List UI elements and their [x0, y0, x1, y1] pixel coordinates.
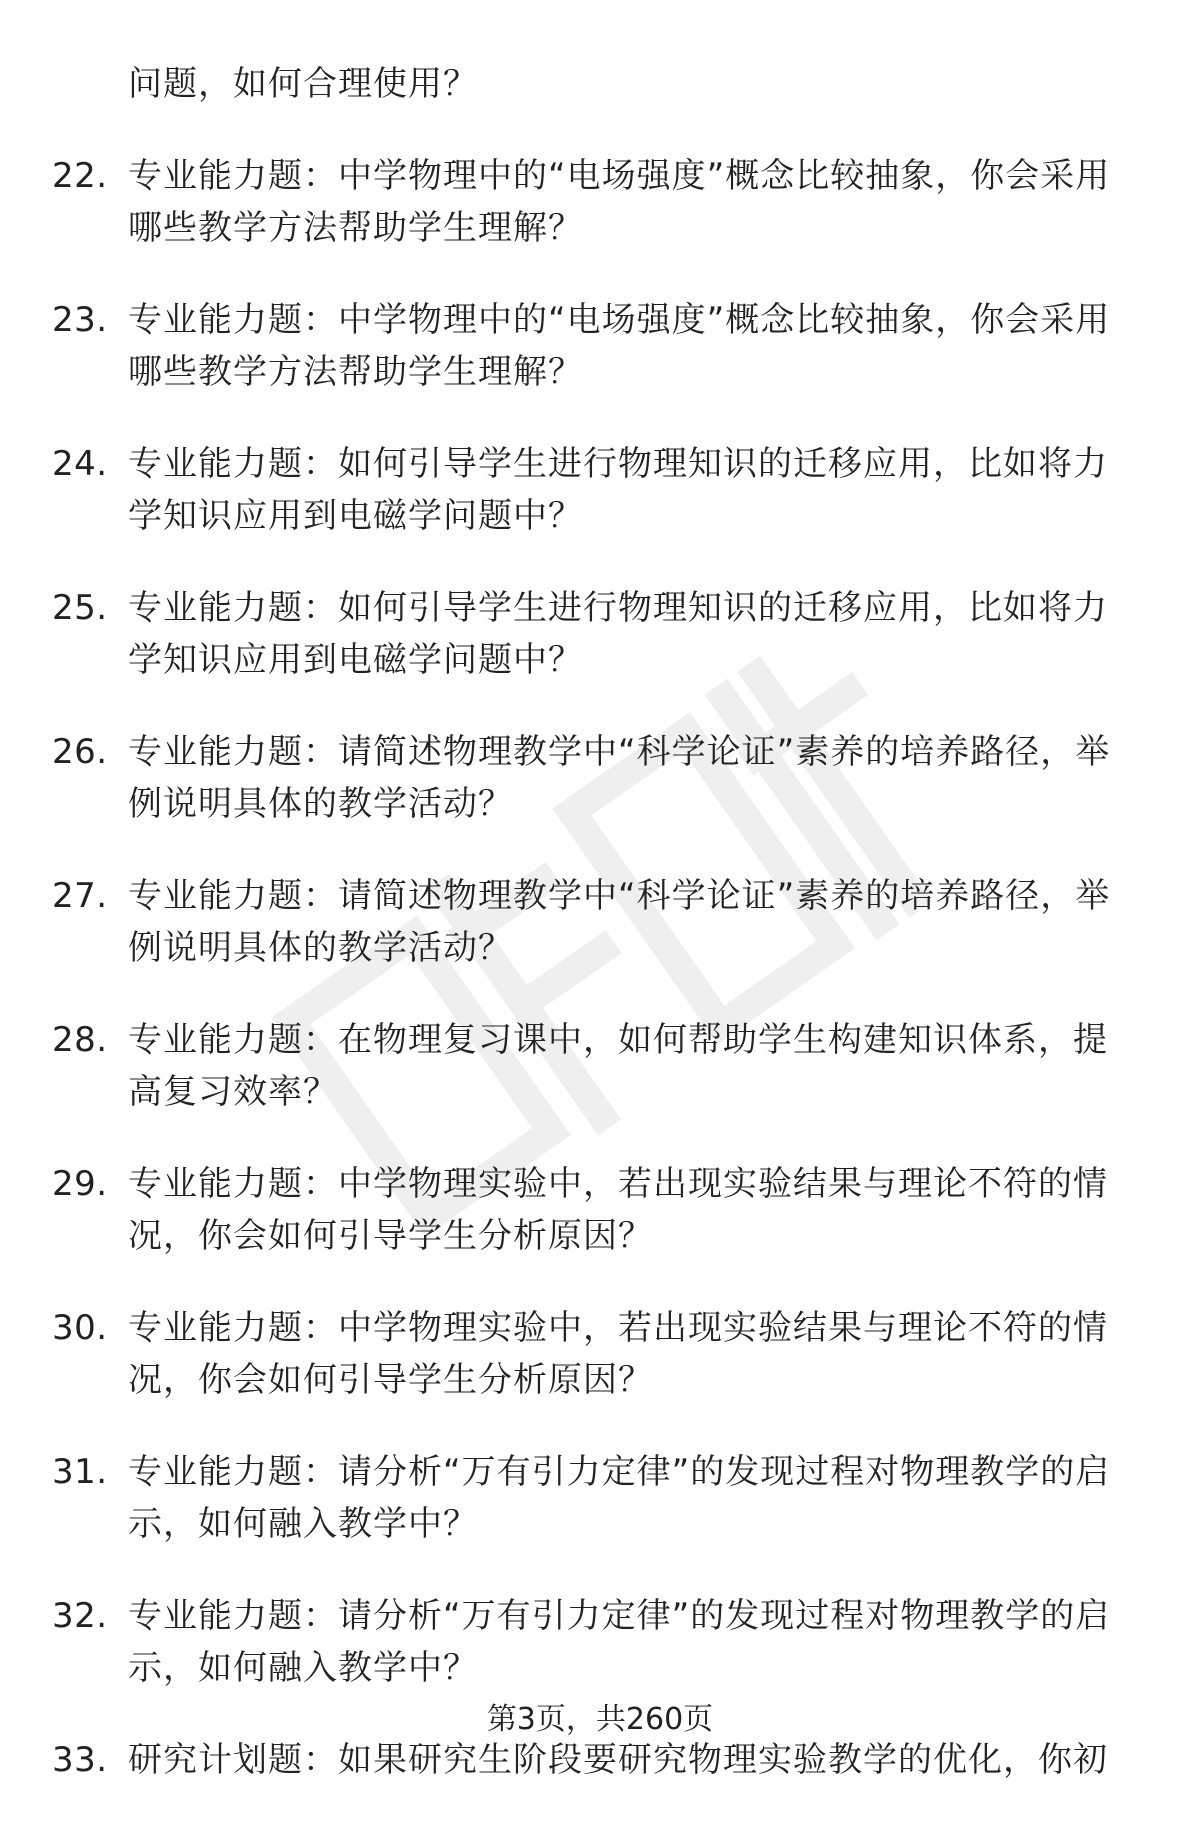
continuation-line — [52, 58, 1142, 110]
item-number: 24. — [52, 444, 108, 484]
list-item — [52, 1302, 1142, 1406]
item-text: 专业能力题：请简述物理教学中“科学论证”素养的培养路径，举例说明具体的教学活动？ — [128, 732, 1111, 824]
list-item — [52, 1590, 1142, 1694]
item-number: 29. — [52, 1164, 108, 1204]
item-text: 研究计划题：如果研究生阶段要研究物理实验教学的优化，你初 — [128, 1740, 1108, 1780]
continuation-text: 问题，如何合理使用？ — [128, 64, 478, 104]
item-text: 专业能力题：请分析“万有引力定律”的发现过程对物理教学的启示，如何融入教学中？ — [128, 1596, 1111, 1688]
item-text: 专业能力题：在物理复习课中，如何帮助学生构建知识体系，提高复习效率？ — [128, 1020, 1108, 1112]
list-item — [52, 1446, 1142, 1550]
item-number: 22. — [52, 156, 108, 196]
list-item — [52, 1734, 1142, 1786]
question-list — [52, 58, 1142, 1826]
list-item — [52, 726, 1142, 830]
list-item — [52, 438, 1142, 542]
item-number: 25. — [52, 588, 108, 628]
item-text: 专业能力题：如何引导学生进行物理知识的迁移应用，比如将力学知识应用到电磁学问题中？ — [128, 444, 1108, 536]
item-number: 28. — [52, 1020, 108, 1060]
list-item — [52, 1158, 1142, 1262]
item-text: 专业能力题：请分析“万有引力定律”的发现过程对物理教学的启示，如何融入教学中？ — [128, 1452, 1111, 1544]
list-item — [52, 582, 1142, 686]
page-number-footer: 第3页，共260页 — [486, 1702, 714, 1737]
item-number: 23. — [52, 300, 108, 340]
item-number: 33. — [52, 1740, 108, 1780]
item-text: 专业能力题：中学物理中的“电场强度”概念比较抽象，你会采用哪些教学方法帮助学生理解？ — [128, 156, 1111, 248]
list-item — [52, 294, 1142, 398]
item-text: 专业能力题：中学物理中的“电场强度”概念比较抽象，你会采用哪些教学方法帮助学生理解？ — [128, 300, 1111, 392]
list-item — [52, 150, 1142, 254]
list-item — [52, 1014, 1142, 1118]
item-text: 专业能力题：中学物理实验中，若出现实验结果与理论不符的情况，你会如何引导学生分析原因？ — [128, 1308, 1108, 1400]
item-text: 专业能力题：如何引导学生进行物理知识的迁移应用，比如将力学知识应用到电磁学问题中？ — [128, 588, 1108, 680]
item-number: 30. — [52, 1308, 108, 1348]
item-text: 专业能力题：请简述物理教学中“科学论证”素养的培养路径，举例说明具体的教学活动？ — [128, 876, 1111, 968]
item-number: 31. — [52, 1452, 108, 1492]
item-number: 26. — [52, 732, 108, 772]
item-text: 专业能力题：中学物理实验中，若出现实验结果与理论不符的情况，你会如何引导学生分析原因？ — [128, 1164, 1108, 1256]
item-number: 32. — [52, 1596, 108, 1636]
list-item — [52, 870, 1142, 974]
item-number: 27. — [52, 876, 108, 916]
